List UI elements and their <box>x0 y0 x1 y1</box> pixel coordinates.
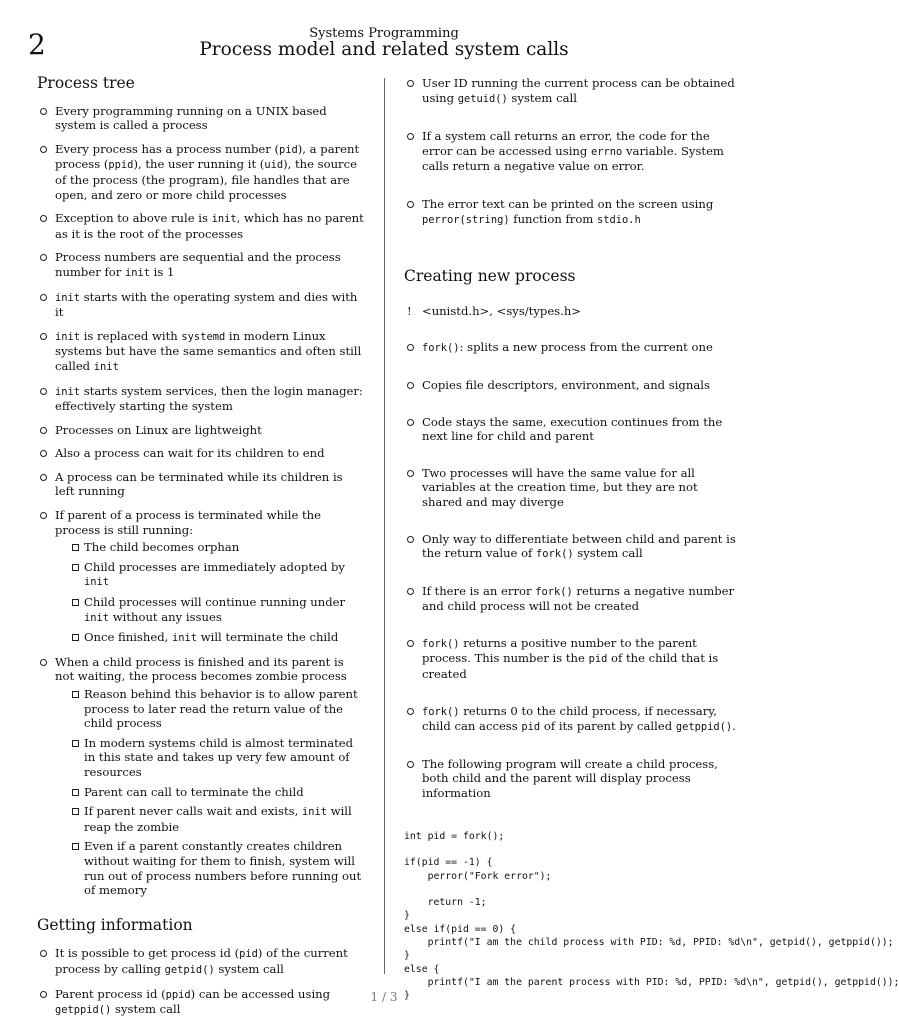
list-item <box>37 655 365 898</box>
inline-code: pid <box>521 721 541 734</box>
list-item <box>37 423 365 438</box>
inline-code: init <box>55 291 81 304</box>
text-run: in modern Linux systems but have the same semantics and often still called <box>55 328 362 373</box>
inline-code: pid <box>588 653 608 666</box>
sub-list-item <box>72 736 365 780</box>
code-line: perror("Fork error"); <box>404 870 552 882</box>
code-line: } <box>404 910 410 922</box>
text-run: is 1 <box>149 264 175 279</box>
left-column <box>37 76 365 1027</box>
code-line: else if(pid == 0) { <box>404 923 517 935</box>
code-line: printf("I am the parent process with PID: %d, PPID: %d\n", getpid(), getppid()); <box>404 976 899 988</box>
list-item <box>404 584 736 614</box>
section-heading-getting-information: Getting information <box>37 915 193 934</box>
list-item <box>37 384 365 414</box>
text-run: starts with the operating system and dies with it <box>55 289 358 320</box>
text-run: system call <box>111 1002 181 1017</box>
include-note: ! <unistd.h>, <sys/types.h> <box>404 304 736 319</box>
inline-code: errno <box>591 145 623 158</box>
text-run: It is possible to get process id ( <box>55 946 240 961</box>
inline-code: pid <box>279 143 298 156</box>
text-run: Every process has a process number ( <box>55 141 279 156</box>
section-heading-creating-new-process: Creating new process <box>404 267 576 286</box>
text-run: The following program will create a child process, both child and the parent will display process information <box>422 756 718 801</box>
list-item <box>37 470 365 499</box>
sub-list-item <box>72 630 365 646</box>
list-item <box>37 211 365 241</box>
text-run: If parent of a process is terminated while the process is still running: <box>55 508 321 537</box>
list-item <box>404 129 736 174</box>
text-run: If there is an error <box>422 583 536 598</box>
inline-code: ppid <box>165 988 191 1001</box>
list-item <box>404 197 736 227</box>
text-run: ), the user running it ( <box>133 157 265 172</box>
text-run: variable. System calls return a negative value on error. <box>422 143 724 174</box>
text-run: When a child process is finished and its parent is not waiting, the process becomes zombie process <box>55 654 347 684</box>
list-item <box>404 340 736 356</box>
text-run: Two processes will have the same value for all variables at the creation time, but they are not shared and may diverge <box>422 465 698 509</box>
text-run: If a system call returns an error, the code for the error can be accessed using <box>422 129 710 158</box>
text-run: If parent never calls wait and exists, <box>84 804 302 819</box>
text-run: of its parent by called <box>540 719 676 734</box>
page-indicator: 1 / 3 <box>370 990 398 1004</box>
sub-list-item <box>72 687 365 731</box>
sub-list-item <box>72 595 365 625</box>
list-item <box>37 290 365 320</box>
text-run: Parent process id ( <box>55 986 166 1001</box>
page-number: 2 <box>28 28 46 61</box>
inline-code: pid <box>239 948 258 961</box>
inline-code: init <box>84 576 110 589</box>
inline-code: fork() <box>422 637 460 650</box>
text-run: : splits a new process from the current one <box>459 340 713 355</box>
inline-code: fork() <box>422 342 460 355</box>
section-heading-process-tree: Process tree <box>37 74 135 92</box>
text-run: Reason behind this behavior is to allow parent process to later read the return value of the child process <box>84 687 358 731</box>
right-column <box>404 76 899 1002</box>
inline-code: perror(string) <box>422 213 510 226</box>
inline-code: init <box>84 611 110 624</box>
inline-code: fork() <box>535 585 573 598</box>
code-line: return -1; <box>404 897 487 909</box>
text-run: Copies file descriptors, environment, and signals <box>422 377 710 392</box>
code-block <box>404 830 899 1003</box>
list-item <box>404 636 736 682</box>
sub-list-item <box>72 540 365 555</box>
text-run: , which has no parent as it is the root of the processes <box>55 211 364 241</box>
list-item <box>404 378 736 393</box>
text-run: returns a positive number to the parent process. This number is the <box>422 635 697 666</box>
text-run: Exception to above rule is <box>55 211 212 226</box>
list-item <box>404 415 736 444</box>
inline-code: stdio.h <box>597 213 641 226</box>
text-run: will reap the zombie <box>84 804 352 834</box>
text-run: . <box>732 719 736 734</box>
getting-information-list <box>37 946 365 1017</box>
inline-code: init <box>124 266 150 279</box>
inline-code: fork() <box>422 705 460 718</box>
text-run: returns 0 to the child process, if necessary, child can access <box>422 703 717 734</box>
list-item <box>37 250 365 280</box>
column-divider <box>384 78 385 974</box>
inline-code: getpid() <box>164 963 215 976</box>
text-run: system call <box>214 961 284 976</box>
text-run: In modern systems child is almost terminated in this state and takes up very few amount of resources <box>84 735 354 779</box>
process-tree-list <box>37 104 365 898</box>
sub-list-item <box>72 804 365 834</box>
page-title: Process model and related system calls <box>199 39 569 60</box>
text-run: Processes on Linux are lightweight <box>55 422 262 437</box>
continued-list <box>404 76 736 227</box>
inline-code: init <box>301 806 327 819</box>
text-run: ), the source of the process (the program), file handles that are open, and zero or more child processes <box>55 157 357 202</box>
sub-list <box>55 540 365 646</box>
inline-code: getppid() <box>675 721 733 734</box>
list-item <box>404 532 736 562</box>
text-run: will terminate the child <box>197 630 339 645</box>
code-line: } <box>404 990 410 1002</box>
text-run: ), a parent process ( <box>55 141 360 172</box>
text-run: without any issues <box>109 609 222 624</box>
sub-list-item <box>72 839 365 897</box>
text-run: ) can be accessed using <box>190 986 331 1001</box>
text-run: Only way to differentiate between child and parent is the return value of <box>422 531 736 561</box>
text-run: Even if a parent constantly creates children without waiting for them to finish, system will run out of process numbers before running out of memory <box>84 839 362 898</box>
text-run: Every programming running on a UNIX based system is called a process <box>55 103 327 133</box>
code-line: } <box>404 950 410 962</box>
sub-list <box>55 687 365 898</box>
code-line: if(pid == -1) { <box>404 857 493 869</box>
text-run: returns a negative number and child process will not be created <box>422 583 735 614</box>
inline-code: uid <box>264 159 284 172</box>
list-item <box>37 446 365 461</box>
text-run: Also a process can wait for its children to end <box>55 446 325 461</box>
course-name: Systems Programming <box>309 26 459 41</box>
list-item <box>404 466 736 510</box>
inline-code: init <box>93 360 119 373</box>
text-run: ) of the current process by calling <box>55 946 348 976</box>
text-run: The child becomes orphan <box>84 540 240 555</box>
text-run: is replaced with <box>80 328 182 343</box>
text-run: A process can be terminated while its children is left running <box>55 469 343 499</box>
text-run: starts system services, then the login manager: effectively starting the system <box>55 383 363 414</box>
inline-code: init <box>55 385 81 398</box>
text-run: Process numbers are sequential and the process number for <box>55 250 341 279</box>
text-run: of the child that is created <box>422 651 719 682</box>
list-item <box>37 508 365 646</box>
inline-code: getppid() <box>55 1004 112 1017</box>
text-run: The error text can be printed on the screen using <box>422 196 714 211</box>
text-run: User ID running the current process can be obtained using <box>422 76 735 105</box>
inline-code: ppid <box>108 159 134 172</box>
text-run: function from <box>509 211 597 226</box>
inline-code: init <box>211 213 237 226</box>
text-run: Child processes will continue running under <box>84 595 346 610</box>
code-line: int pid = fork(); <box>404 830 505 842</box>
inline-code: systemd <box>181 330 226 343</box>
list-item <box>404 704 736 735</box>
inline-code: getuid() <box>457 92 508 105</box>
list-item <box>37 142 365 202</box>
inline-code: fork() <box>536 548 574 561</box>
inline-code: init <box>172 632 198 645</box>
code-line: printf("I am the child process with PID: %d, PPID: %d\n", getpid(), getppid()); <box>404 937 894 948</box>
text-run: system call <box>507 90 577 105</box>
inline-code: init <box>55 330 81 343</box>
code-line: else { <box>404 963 440 975</box>
list-item <box>37 946 365 977</box>
code-line <box>404 883 768 896</box>
text-run: Parent can call to terminate the child <box>84 784 304 799</box>
list-item <box>404 76 736 106</box>
creating-process-list <box>404 304 736 801</box>
text-run: Code stays the same, execution continues from the next line for child and parent <box>422 414 723 444</box>
list-item <box>37 329 365 375</box>
text-run: Once finished, <box>84 630 172 645</box>
text-run: Child processes are immediately adopted by <box>84 559 345 574</box>
code-line <box>404 843 768 856</box>
text-run: system call <box>573 546 643 561</box>
sub-list-item <box>72 785 365 800</box>
list-item <box>404 757 736 801</box>
sub-list-item <box>72 560 365 590</box>
list-item <box>37 104 365 133</box>
